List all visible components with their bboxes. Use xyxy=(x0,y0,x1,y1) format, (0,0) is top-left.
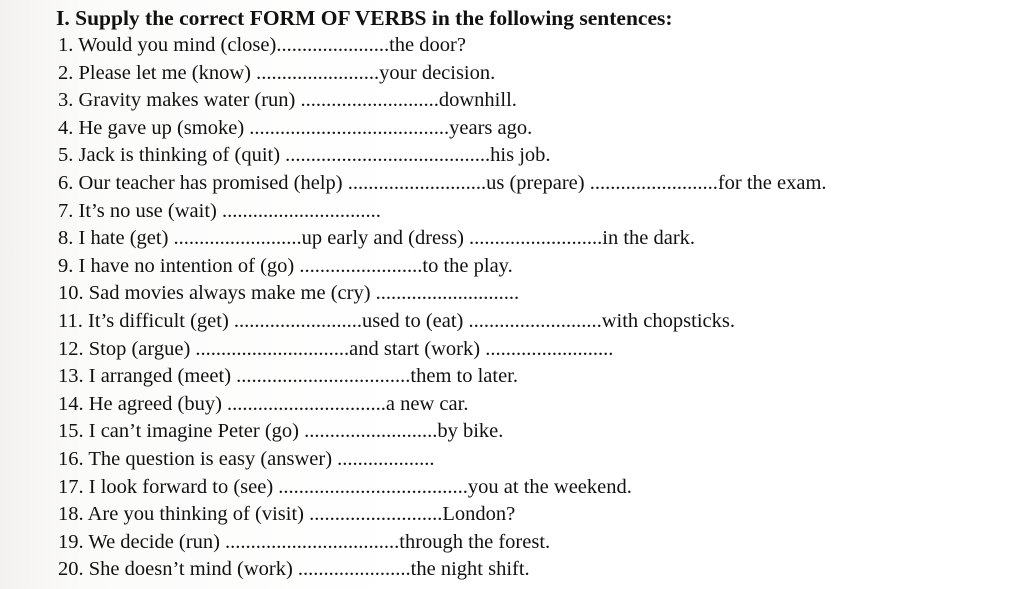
exercise-item-12: 12. Stop (argue) ..............................and start (work) ......................... xyxy=(58,337,614,360)
exercise-item-20: 20. She doesn’t mind (work) ......................the night shift. xyxy=(58,558,530,581)
exercise-item-18: 18. Are you thinking of (visit) ..........................London? xyxy=(58,503,516,526)
exercise-item-19: 19. We decide (run) ..................................through the forest. xyxy=(58,530,551,553)
exercise-item-15: 15. I can’t imagine Peter (go) ..........................by bike. xyxy=(58,420,504,443)
worksheet xyxy=(58,4,1018,584)
exercise-item-7: 7. It’s no use (wait) ............................... xyxy=(58,199,381,222)
exercise-item-2: 2. Please let me (know) ........................your decision. xyxy=(58,61,496,84)
exercise-item-9: 9. I have no intention of (go) ........................to the play. xyxy=(58,254,513,277)
exercise-item-13: 13. I arranged (meet) ..................................them to later. xyxy=(58,365,518,388)
exercise-item-3: 3. Gravity makes water (run) ...........................downhill. xyxy=(58,89,517,112)
exercise-item-14: 14. He agreed (buy) ...............................a new car. xyxy=(58,392,469,415)
exercise-item-11: 11. It’s difficult (get) .........................used to (eat) ..........................with chopsticks. xyxy=(58,309,735,332)
exercise-heading: I. Supply the correct FORM OF VERBS in the following sentences: xyxy=(56,6,673,30)
exercise-item-1: 1. Would you mind (close)......................the door? xyxy=(58,34,466,56)
exercise-item-5: 5. Jack is thinking of (quit) ........................................his job. xyxy=(58,144,551,167)
exercise-item-4: 4. He gave up (smoke) .......................................years ago. xyxy=(58,116,533,139)
exercise-item-10: 10. Sad movies always make me (cry) ............................ xyxy=(58,282,520,305)
exercise-item-16: 16. The question is easy (answer) ................... xyxy=(58,447,435,470)
exercise-item-8: 8. I hate (get) .........................up early and (dress) ..........................in the dark. xyxy=(58,227,696,250)
exercise-item-6: 6. Our teacher has promised (help) ...........................us (prepare) .........................for the exam. xyxy=(58,171,827,194)
exercise-item-17: 17. I look forward to (see) .....................................you at the weekend. xyxy=(58,475,632,498)
